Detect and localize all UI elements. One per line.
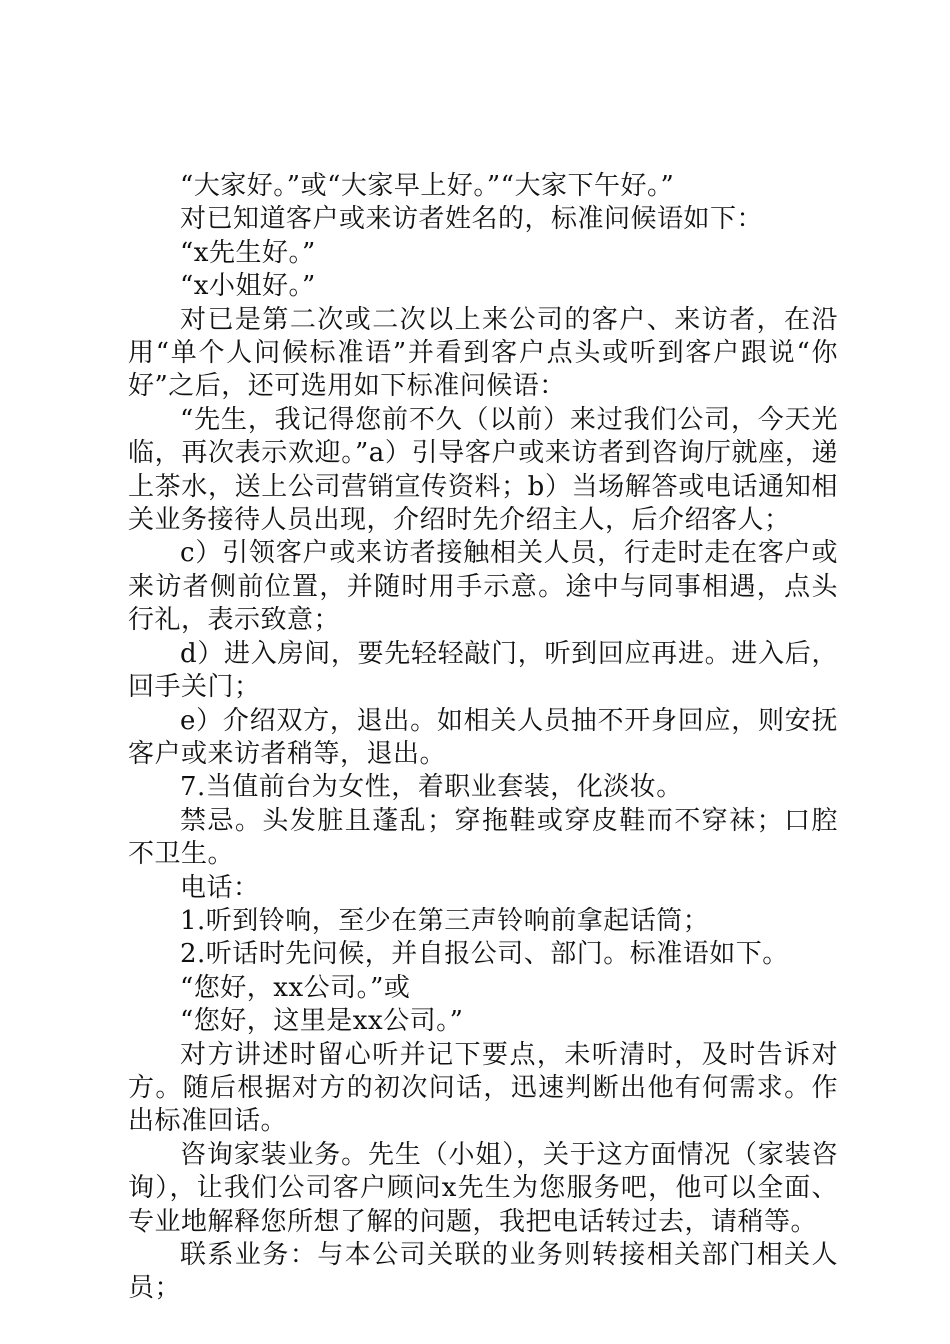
paragraph: 2.听话时先问候，并自报公司、部门。标准语如下。 bbox=[180, 939, 789, 970]
paragraph: 对方讲述时留心听并记下要点，未听清时，及时告诉对方。随后根据对方的初次问话，迅速判断出他有何需求。作出标准回话。 bbox=[128, 1039, 838, 1137]
paragraph: c）引领客户或来访者接触相关人员，行走时走在客户或来访者侧前位置，并随时用手示意。途中与同事相遇，点头行礼，表示致意； bbox=[128, 538, 838, 636]
paragraph: 对已是第二次或二次以上来公司的客户、来访者，在沿用“单个人问候标准语”并看到客户点头或听到客户跟说“你好”之后，还可选用如下标准问候语： bbox=[128, 304, 838, 402]
paragraph: 联系业务：与本公司关联的业务则转接相关部门相关人员； bbox=[128, 1240, 838, 1304]
paragraph: “先生，我记得您前不久（以前）来过我们公司，今天光临，再次表示欢迎。”a）引导客户或来访者到咨询厅就座，递上茶水，送上公司营销宣传资料；b）当场解答或电话通知相关业务接待人员出现，介绍时先介绍主人，后介绍客人； bbox=[128, 404, 838, 536]
paragraph: “x先生好。” bbox=[180, 237, 316, 268]
paragraph: 对已知道客户或来访者姓名的，标准问候语如下： bbox=[180, 204, 764, 235]
document-body bbox=[128, 170, 838, 1306]
paragraph: “x小姐好。” bbox=[180, 271, 316, 302]
paragraph: “大家好。”或“大家早上好。”“大家下午好。” bbox=[180, 171, 675, 201]
paragraph: 禁忌。头发脏且蓬乱；穿拖鞋或穿皮鞋而不穿袜；口腔不卫生。 bbox=[128, 805, 838, 870]
paragraph: 电话： bbox=[180, 872, 260, 903]
paragraph: 1.听到铃响，至少在第三声铃响前拿起话筒； bbox=[180, 905, 710, 936]
paragraph: d）进入房间，要先轻轻敲门，听到回应再进。进入后，回手关门； bbox=[128, 638, 838, 703]
paragraph: 7.当值前台为女性，着职业套装，化淡妆。 bbox=[180, 772, 683, 803]
paragraph: 咨询家装业务。先生（小姐），关于这方面情况（家装咨询），让我们公司客户顾问x先生为您服务吧，他可以全面、专业地解释您所想了解的问题，我把电话转过去，请稍等。 bbox=[128, 1139, 838, 1237]
paragraph: e）介绍双方，退出。如相关人员抽不开身回应，则安抚客户或来访者稍等，退出。 bbox=[128, 705, 838, 769]
paragraph: “您好，这里是xx公司。” bbox=[180, 1006, 464, 1037]
paragraph: “您好，xx公司。”或 bbox=[180, 972, 411, 1003]
